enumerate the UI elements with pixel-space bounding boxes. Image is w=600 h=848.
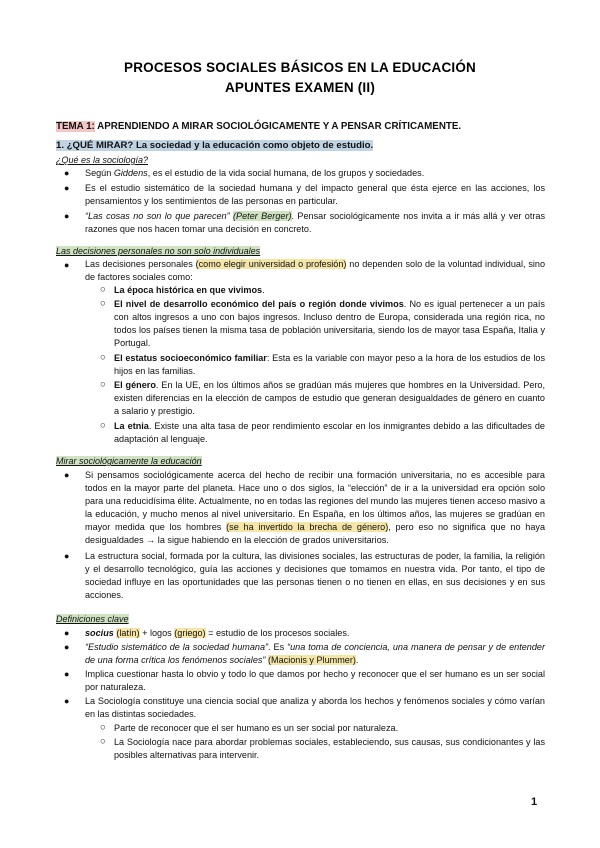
subheading-que-es: ¿Qué es la sociología? <box>56 155 149 165</box>
list-item: Implica cuestionar hasta lo obvio y todo lo que damos por hecho y reconocer que el ser humano es un ser social por naturaleza. <box>85 669 545 693</box>
bullet-dot: ● <box>64 470 70 480</box>
tema-heading <box>56 121 461 132</box>
tema-label: TEMA 1: <box>56 121 95 132</box>
bullet-dot: ● <box>64 628 70 638</box>
document-subtitle: APUNTES EXAMEN (II) <box>224 80 376 95</box>
list-item: La Sociología constituye una ciencia social que analiza y aborda los hechos y fenómenos sociales y cómo varían en las distintas sociedades. <box>85 696 545 720</box>
list-item: La estructura social, formada por la cultura, las divisiones sociales, las estructuras de poder, la familia, la religión y el desarrollo tecnológico, guía las acciones y decisiones que tomamos en nuestra vida. Por tanto, el tipo de sociedad influye en las oportunidades que las personas tienen o no tienen en ellas, en sus decisiones y en sus acciones. <box>85 551 545 601</box>
sub-list-item: Parte de reconocer que el ser humano es un ser social por naturaleza. <box>114 723 399 733</box>
tema-text: APRENDIENDO A MIRAR SOCIOLÓGICAMENTE Y A PENSAR CRÍTICAMENTE. <box>94 121 462 132</box>
circle-bullet-icon: ○ <box>100 379 106 390</box>
bullet-dot: ● <box>64 669 70 679</box>
circle-bullet-icon: ○ <box>100 420 106 431</box>
list-item: Es el estudio sistemático de la sociedad humana y del impacto general que ésta ejerce en las acciones, los pensamientos y los sentimientos de las personas en particular. <box>85 183 545 207</box>
list-item: socius (latín) + logos (griego) = estudio de los procesos sociales. <box>85 628 350 638</box>
list-item: Las decisiones personales (como elegir universidad o profesión) no dependen solo de la voluntad individual, sino de factores sociales como: <box>85 259 546 283</box>
sub-list-item: La Sociología nace para abordar problemas sociales, estableciendo, sus causas, sus condicionantes y las posibles alternativas para intervenir. <box>114 737 545 761</box>
section-heading-text: 1. ¿QUÉ MIRAR? La sociedad y la educación como objeto de estudio. <box>56 140 374 151</box>
list-item: Según Giddens, es el estudio de la vida social humana, de los grupos y sociedades. <box>85 168 425 178</box>
list-item: Si pensamos sociológicamente acerca del hecho de recibir una formación universitaria, no es accesible para todos en la mayor parte del planeta. Hace uno o dos siglos, la “elección” de ir a la universidad era opción solo para una reducidísima élite. Actualmente, no en todas las regiones del mundo las mujeres tienen acceso masivo a la educación, y mucho menos al nivel universitario. En España, en los últimos años, las mujeres se gradúan en mayor medida que los hombres (se ha invertido la brecha de género), pero eso no significa que no haya desigualdades → la sigue habiendo en la elección de grados universitarios. <box>85 470 546 546</box>
bullet-dot: ● <box>64 642 70 652</box>
subheading-mirar: Mirar sociológicamente la educación <box>56 456 202 466</box>
subheading-definiciones: Definiciones clave <box>56 614 129 624</box>
list-item: “Las cosas no son lo que parecen” (Peter Berger). Pensar sociológicamente nos invita a ir más allá y ver otras razones que nos hacen tomar una decisión en concreto. <box>85 211 545 235</box>
bullet-dot: ● <box>64 211 70 221</box>
bullet-dot: ● <box>64 183 70 193</box>
bullet-dot: ● <box>64 551 70 561</box>
circle-bullet-icon: ○ <box>100 722 106 733</box>
circle-bullet-icon: ○ <box>100 298 106 309</box>
circle-bullet-icon: ○ <box>100 736 106 747</box>
factor-item: El estatus socioeconómico familiar: Esta es la variable con mayor peso a la hora de los estudios de los hijos en las familias. <box>114 353 546 377</box>
factor-item: La época histórica en que vivimos. <box>114 285 265 295</box>
page-number: 1 <box>531 796 538 808</box>
section-heading <box>56 140 373 151</box>
factor-item: El nivel de desarrollo económico del país o región donde vivimos. No es igual pertenecer a un país con altos ingresos a uno con bajos ingresos. Incluso dentro de Europa, considerada una región rica, no todos los países tienen la misma tasa de población universitaria, siendo los de mayor tasa España, Italia y Portugal. <box>114 299 545 349</box>
circle-bullet-icon: ○ <box>100 352 106 363</box>
factor-item: El género. En la UE, en los últimos años se gradúan más mujeres que hombres en la Universidad. Pero, existen diferencias en la elección de campos de estudio que generan desigualdades de género en cuanto a salario y prestigio. <box>114 380 545 417</box>
factor-item: La etnia. Existe una alta tasa de peor rendimiento escolar en los inmigrantes debido a las dificultades de adaptación al lenguaje. <box>114 421 545 445</box>
document-title: PROCESOS SOCIALES BÁSICOS EN LA EDUCACIÓN <box>124 60 476 75</box>
circle-bullet-icon: ○ <box>100 284 106 295</box>
bullet-dot: ● <box>64 168 70 178</box>
bullet-dot: ● <box>64 696 70 706</box>
subheading-decisiones: Las decisiones personales no son solo individuales <box>56 246 261 256</box>
list-item: “Estudio sistemático de la sociedad humana”. Es “una toma de conciencia, una manera de pensar y de entender de una forma crítica los fenómenos sociales” (Macionis y Plummer). <box>85 642 545 666</box>
bullet-dot: ● <box>64 260 70 270</box>
